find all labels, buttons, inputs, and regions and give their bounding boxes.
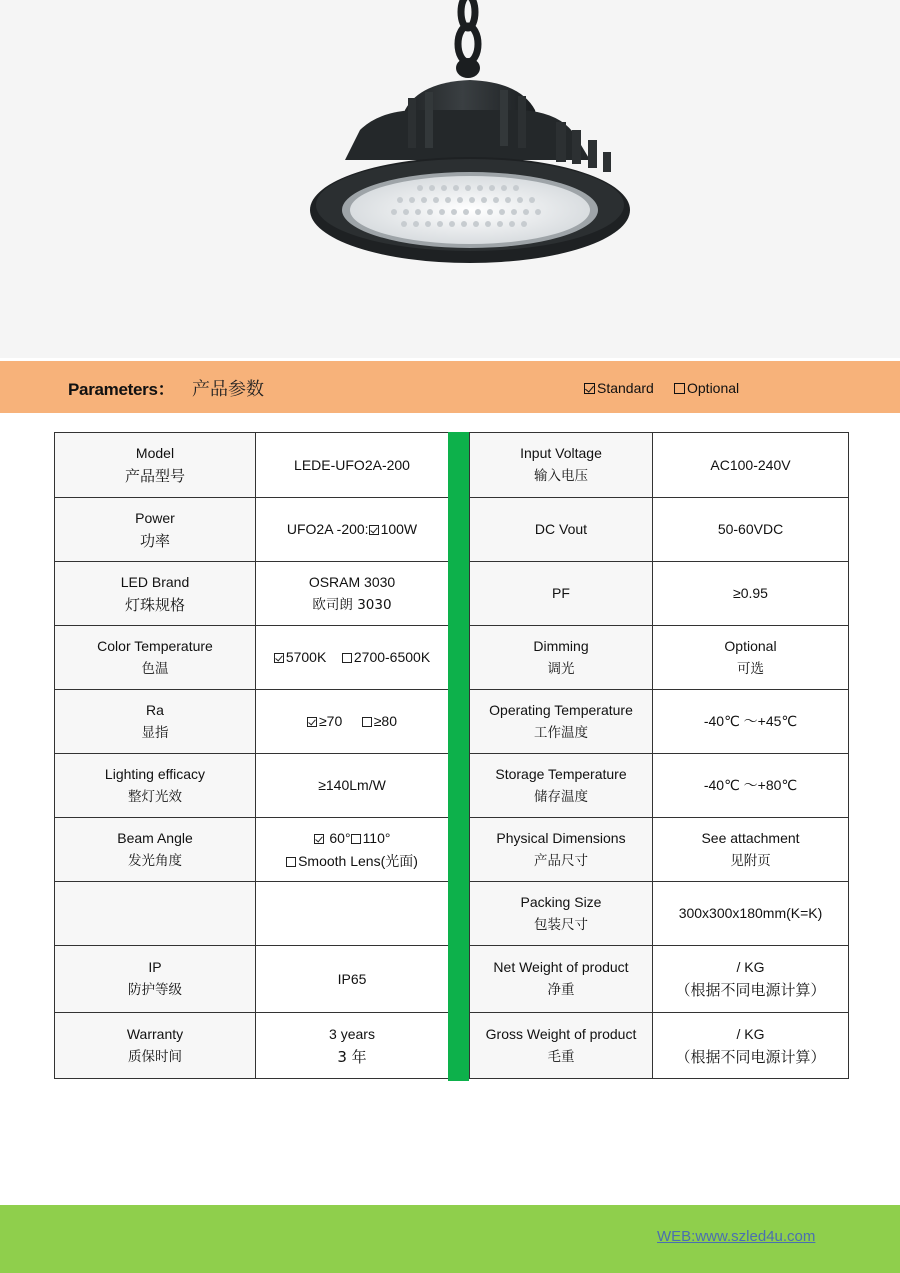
- spec-value: LEDE-UFO2A-200: [256, 433, 449, 498]
- spec-value: AC100-240V: [653, 433, 849, 498]
- spec-value: 3 years 3 年: [256, 1013, 449, 1079]
- website-link[interactable]: WEB:www.szled4u.com: [657, 1228, 816, 1245]
- table-row: [470, 946, 849, 1013]
- table-row: [470, 754, 849, 818]
- spec-value: ≥140Lm/W: [256, 754, 449, 818]
- empty-box-icon: [674, 383, 685, 394]
- spec-label: Dimming 调光: [470, 626, 653, 690]
- checked-box-icon: [314, 834, 324, 844]
- spec-value: -40℃ ～+80℃: [653, 754, 849, 818]
- spec-label: Storage Temperature 储存温度: [470, 754, 653, 818]
- spec-value: / KG （根据不同电源计算）: [653, 1013, 849, 1079]
- spec-label: Input Voltage 输入电压: [470, 433, 653, 498]
- spec-label: [55, 882, 256, 946]
- spec-label: IP 防护等级: [55, 946, 256, 1013]
- parameters-header-bar: [0, 361, 900, 413]
- spec-label: Gross Weight of product 毛重: [470, 1013, 653, 1079]
- table-row: [55, 690, 449, 754]
- table-row: [55, 818, 449, 882]
- table-row: [470, 882, 849, 946]
- spec-label: Power 功率: [55, 498, 256, 562]
- spec-label: PF: [470, 562, 653, 626]
- legend-optional-label: Optional: [687, 380, 740, 396]
- table-row: [55, 1013, 449, 1079]
- checked-box-icon: [584, 383, 595, 394]
- table-row: [470, 498, 849, 562]
- spec-table-right: [469, 432, 849, 1079]
- table-row: [470, 562, 849, 626]
- table-row: [55, 433, 449, 498]
- spec-value: UFO2A -200: 100W: [256, 498, 449, 562]
- spec-label: Packing Size 包装尺寸: [470, 882, 653, 946]
- empty-box-icon: [351, 834, 361, 844]
- table-row: [55, 946, 449, 1013]
- checked-box-icon: [307, 717, 317, 727]
- spec-value: 5700K 2700-6500K: [256, 626, 449, 690]
- table-row: [470, 690, 849, 754]
- spec-value: OSRAM 3030 欧司朗 3030: [256, 562, 449, 626]
- product-image-area: [0, 0, 900, 358]
- empty-box-icon: [286, 857, 296, 867]
- spec-value: Optional 可选: [653, 626, 849, 690]
- spec-value: See attachment 见附页: [653, 818, 849, 882]
- table-row: [55, 882, 449, 946]
- spec-value: -40℃ ～+45℃: [653, 690, 849, 754]
- spec-value: 50-60VDC: [653, 498, 849, 562]
- table-row: [55, 562, 449, 626]
- table-row: [55, 498, 449, 562]
- spec-label: Beam Angle 发光角度: [55, 818, 256, 882]
- table-row: [470, 433, 849, 498]
- spec-value: ≥0.95: [653, 562, 849, 626]
- spec-label: Color Temperature 色温: [55, 626, 256, 690]
- green-divider: [448, 432, 469, 1081]
- spec-label: DC Vout: [470, 498, 653, 562]
- spec-value: / KG （根据不同电源计算）: [653, 946, 849, 1013]
- footer-bar: [0, 1205, 900, 1273]
- empty-box-icon: [362, 717, 372, 727]
- spec-label: Physical Dimensions 产品尺寸: [470, 818, 653, 882]
- spec-label: Ra 显指: [55, 690, 256, 754]
- spec-label: Net Weight of product 净重: [470, 946, 653, 1013]
- empty-box-icon: [342, 653, 352, 663]
- ufo-high-bay-light-image: [0, 0, 900, 358]
- spec-value: IP65: [256, 946, 449, 1013]
- table-row: [470, 1013, 849, 1079]
- spec-label: LED Brand 灯珠规格: [55, 562, 256, 626]
- spec-value: 60° 110° Smooth Lens(光面): [256, 818, 449, 882]
- legend-optional: [674, 380, 739, 396]
- spec-table-left: [54, 432, 449, 1079]
- legend-standard: [584, 380, 654, 396]
- checked-box-icon: [369, 525, 379, 535]
- spec-label: Model 产品型号: [55, 433, 256, 498]
- parameters-title-cn: 产品参数: [192, 379, 264, 400]
- table-row: [470, 626, 849, 690]
- spec-label: Warranty 质保时间: [55, 1013, 256, 1079]
- parameters-title: Parameters：: [68, 380, 175, 399]
- table-row: [470, 818, 849, 882]
- spec-label: Lighting efficacy 整灯光效: [55, 754, 256, 818]
- legend-standard-label: Standard: [597, 380, 654, 396]
- table-row: [55, 626, 449, 690]
- spec-value: [256, 882, 449, 946]
- table-row: [55, 754, 449, 818]
- spec-label: Operating Temperature 工作温度: [470, 690, 653, 754]
- spec-value: 300x300x180mm(K=K): [653, 882, 849, 946]
- spec-value: ≥70 ≥80: [256, 690, 449, 754]
- checked-box-icon: [274, 653, 284, 663]
